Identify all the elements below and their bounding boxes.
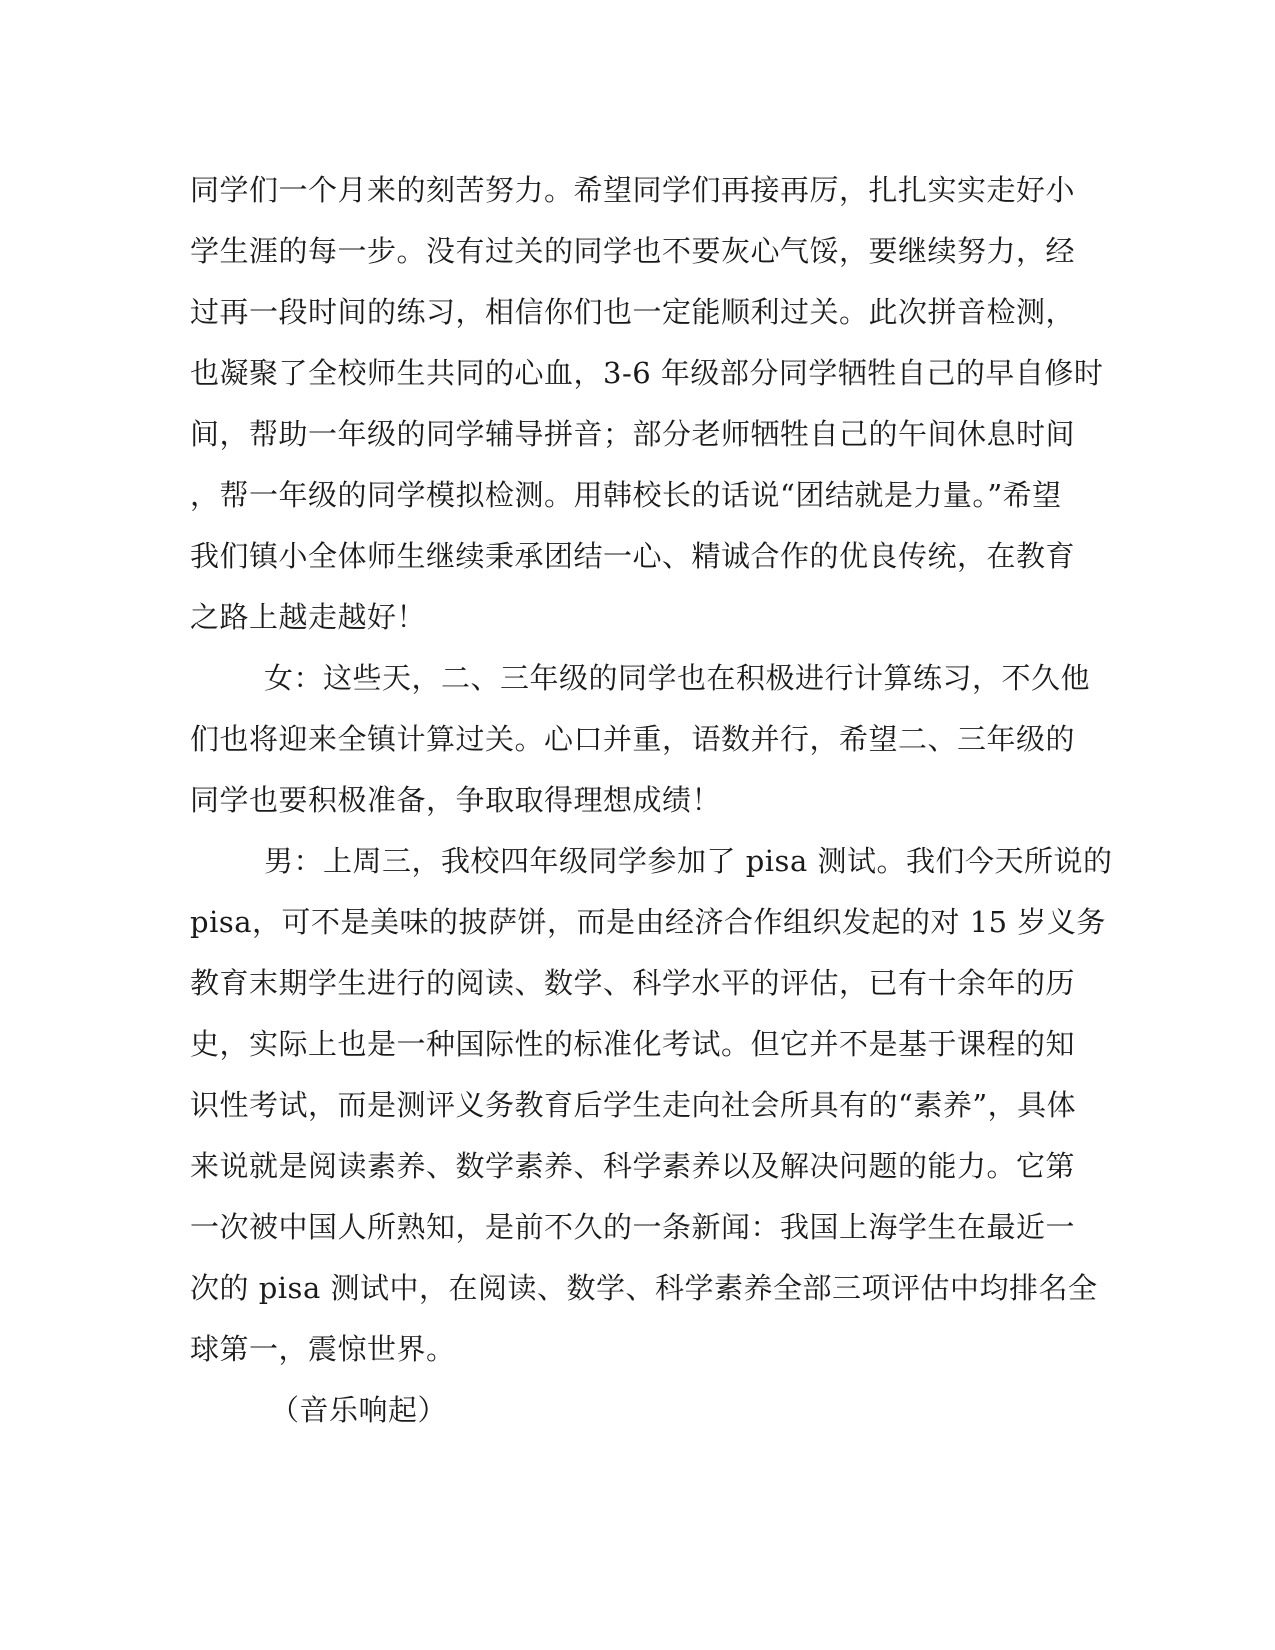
- text-line: 识性考试，而是测评义务教育后学生走向社会所具有的“素养”，具体: [190, 1088, 1077, 1122]
- text-line: 球第一，震惊世界。: [190, 1332, 456, 1366]
- text-line: ，帮一年级的同学模拟检测。用韩校长的话说“团结就是力量。”希望: [190, 478, 1062, 512]
- text-line: 之路上越走越好！: [190, 600, 427, 634]
- paragraph-male-start: 男：上周三，我校四年级同学参加了 pisa 测试。我们今天所说的: [264, 844, 1113, 878]
- text-line: 来说就是阅读素养、数学素养、科学素养以及解决问题的能力。它第: [190, 1149, 1076, 1183]
- text-line: 次的 pisa 测试中，在阅读、数学、科学素养全部三项评估中均排名全: [190, 1271, 1098, 1305]
- text-line: 同学也要积极准备，争取取得理想成绩！: [190, 783, 722, 817]
- text-line: 一次被中国人所熟知，是前不久的一条新闻：我国上海学生在最近一: [190, 1210, 1076, 1244]
- text-line: 教育末期学生进行的阅读、数学、科学水平的评估，已有十余年的历: [190, 966, 1076, 1000]
- text-line: pisa，可不是美味的披萨饼，而是由经济合作组织发起的对 15 岁义务: [190, 905, 1106, 939]
- stage-direction: （音乐响起）: [270, 1393, 448, 1427]
- text-line: 同学们一个月来的刻苦努力。希望同学们再接再厉，扎扎实实走好小: [190, 173, 1076, 207]
- text-line: 史，实际上也是一种国际性的标准化考试。但它并不是基于课程的知: [190, 1027, 1076, 1061]
- text-line: 学生涯的每一步。没有过关的同学也不要灰心气馁，要继续努力，经: [190, 234, 1076, 268]
- text-line: 间，帮助一年级的同学辅导拼音；部分老师牺牲自己的午间休息时间: [190, 417, 1076, 451]
- text-line: 们也将迎来全镇计算过关。心口并重，语数并行，希望二、三年级的: [190, 722, 1076, 756]
- text-line: 我们镇小全体师生继续秉承团结一心、精诚合作的优良传统，在教育: [190, 539, 1076, 573]
- text-line: 过再一段时间的练习，相信你们也一定能顺利过关。此次拼音检测，: [190, 295, 1076, 329]
- body-text: [190, 160, 1113, 1441]
- paragraph-female-start: 女：这些天，二、三年级的同学也在积极进行计算练习，不久他: [264, 661, 1091, 695]
- text-line: 也凝聚了全校师生共同的心血，3-6 年级部分同学牺牲自己的早自修时: [190, 356, 1104, 390]
